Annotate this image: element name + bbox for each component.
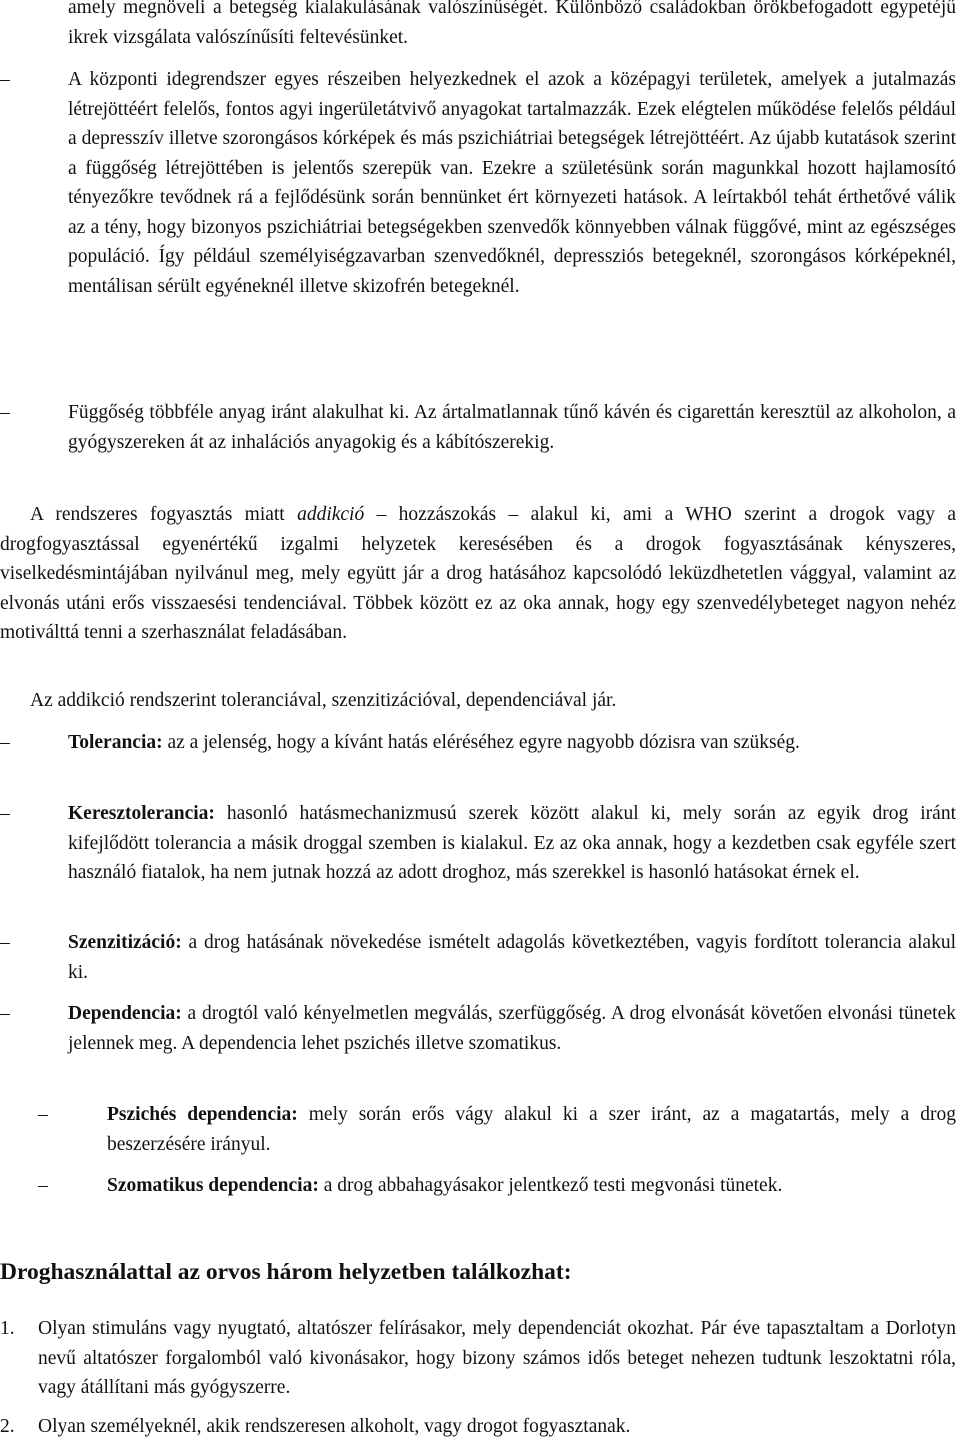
- definition-item-cross-tolerance: [0, 799, 960, 888]
- definition-text: a drog abbahagyásakor jelentkező testi megvonási tünetek.: [318, 1175, 783, 1196]
- dash-marker: –: [0, 932, 10, 953]
- sub-definition-psychic: [0, 1100, 960, 1159]
- definition-term: Dependencia:: [68, 1003, 182, 1024]
- list-item: [0, 728, 960, 758]
- dash-marker: –: [0, 69, 10, 90]
- list-item: [0, 1171, 960, 1201]
- addiction-intro: Az addikció rendszerint toleranciával, szenzitizációval, dependenciával jár.: [30, 690, 617, 711]
- top-bullet-list-2: [0, 398, 960, 457]
- definition-item-tolerance: [0, 728, 960, 758]
- dash-marker: –: [0, 1003, 10, 1024]
- definition-item-sensitization: [0, 928, 960, 987]
- dash-marker: –: [38, 1175, 48, 1196]
- list-number: 2.: [0, 1416, 15, 1437]
- dash-marker: –: [0, 732, 10, 753]
- addiction-paragraph-before: A rendszeres fogyasztás miatt: [30, 504, 298, 525]
- addiction-paragraph: [0, 500, 960, 648]
- list-item: [0, 928, 960, 987]
- sub-definition-somatic: [0, 1171, 960, 1201]
- definition-term: Tolerancia:: [68, 732, 163, 753]
- top-bullet-list: [0, 65, 960, 301]
- list-item: [0, 398, 960, 457]
- list-item-text: Olyan személyeknél, akik rendszeresen alkoholt, vagy drogot fogyasztanak.: [38, 1416, 631, 1437]
- list-item: [0, 65, 960, 301]
- list-item: [0, 1100, 960, 1159]
- list-item-text: A központi idegrendszer egyes részeiben helyezkednek el azok a középagyi területek, amelyek a jutalmazás létrejöttéért felelős, fontos agyi ingerületátvivő anyagokat tartalmazzák. Ezek elégtelen működése felelős például a depresszív illetve szorongásos kórképek és más pszichiátriai betegségek létrejöttéért. Az újabb kutatások szerint a függőség létrejöttében is jelentős szerepük van. Ezekre a születésünk során magunkkal hozott hajlamosító tényezőkre tevődnek rá a fejlődésünk során bennünket ért környezeti hatások. A leírtakból tehát érthetővé válik az a tény, hogy bizonyos pszichiátriai betegségekben szenvedők könnyebben válnak függővé, mint az egészséges populáció. Így például személyiségzavarban szenvedőknél, depressziós betegeknél, szorongásos kórképeknél, mentálisan sérült egyéneknél illetve skizofrén betegeknél.: [68, 69, 956, 297]
- list-item-text: Függőség többféle anyag iránt alakulhat ki. Az ártalmatlannak tűnő kávén és cigarettán keresztül az alkoholon, a gyógyszereken át az inhalációs anyagokig és a kábítószerekig.: [68, 402, 956, 453]
- definition-text: az a jelenség, hogy a kívánt hatás eléréséhez egyre nagyobb dózisra van szükség.: [162, 732, 800, 753]
- definition-term: Keresztolerancia:: [68, 803, 215, 824]
- continuation-paragraph: amely megnöveli a betegség kialakulásának valószínűségét. Különböző családokban örökbefogadott egypetéjű ikrek vizsgálata valószínűsíti feltevésünket.: [68, 0, 956, 48]
- dash-marker: –: [38, 1104, 48, 1125]
- list-item-text: Olyan stimuláns vagy nyugtató, altatószer felírásakor, mely dependenciát okozhat. Pár éve tapasztaltam a Dorlotyn nevű altatószer forgalomból való kivonásakor, hogy bizony számos idős beteget nehezen tudtunk leszoktatni róla, vagy átállítani más gyógyszerre.: [38, 1318, 956, 1398]
- definition-text: hasonló hatásmechanizmusú szerek között alakul ki, mely során az egyik drog iránt kifejlődött tolerancia a másik droggal szemben is kialakul. Ez az oka annak, hogy a kezdetben csak egyféle szert használó fiatalok, ha nem jutnak hozzá az adott droghoz, más szerekkel is hasonló hatásokat érnek el.: [68, 803, 956, 883]
- definition-term: Szomatikus dependencia:: [107, 1175, 319, 1196]
- addiction-term: addikció: [297, 504, 365, 525]
- definition-text: mely során erős vágy alakul ki a szer iránt, az a magatartás, mely a drog beszerzésére irányul.: [107, 1104, 957, 1155]
- list-item: [0, 1412, 960, 1442]
- definition-term: Szenzitizáció:: [68, 932, 182, 953]
- list-number: 1.: [0, 1318, 15, 1339]
- definition-text: a drogtól való kényelmetlen megválás, szerfüggőség. A drog elvonását követően elvonási tünetek jelennek meg. A dependencia lehet pszichés illetve szomatikus.: [68, 1003, 956, 1054]
- numbered-item-2: [0, 1412, 960, 1442]
- definition-term: Pszichés dependencia:: [107, 1104, 298, 1125]
- dash-marker: –: [0, 803, 10, 824]
- list-item: [0, 999, 960, 1058]
- addiction-paragraph-after: – hozzászokás – alakul ki, ami a WHO szerint a drogok vagy a drogfogyasztással egyenértékű izgalmi helyzetek keresésében és a drogok fogyasztásának kényszeres, viselkedésmintájában nyilvánul meg, mely együtt jár a drog hatásához kapcsolódó leküzdhetetlen vággyal, valamint az elvonás utáni erős visszaesési tendenciával. Többek között ez az oka annak, hogy egy szenvedélybeteget nagyon nehéz motiválttá tenni a szerhasználat feladásában.: [0, 504, 956, 643]
- definition-item-dependence: [0, 999, 960, 1058]
- numbered-item-1: [0, 1314, 960, 1403]
- list-item: [0, 799, 960, 888]
- definition-text: a drog hatásának növekedése ismételt adagolás következtében, vagyis fordított tolerancia alakul ki.: [68, 932, 956, 983]
- list-item: [0, 1314, 960, 1403]
- dash-marker: –: [0, 402, 10, 423]
- section-heading: Droghasználattal az orvos három helyzetben találkozhat:: [0, 1259, 572, 1285]
